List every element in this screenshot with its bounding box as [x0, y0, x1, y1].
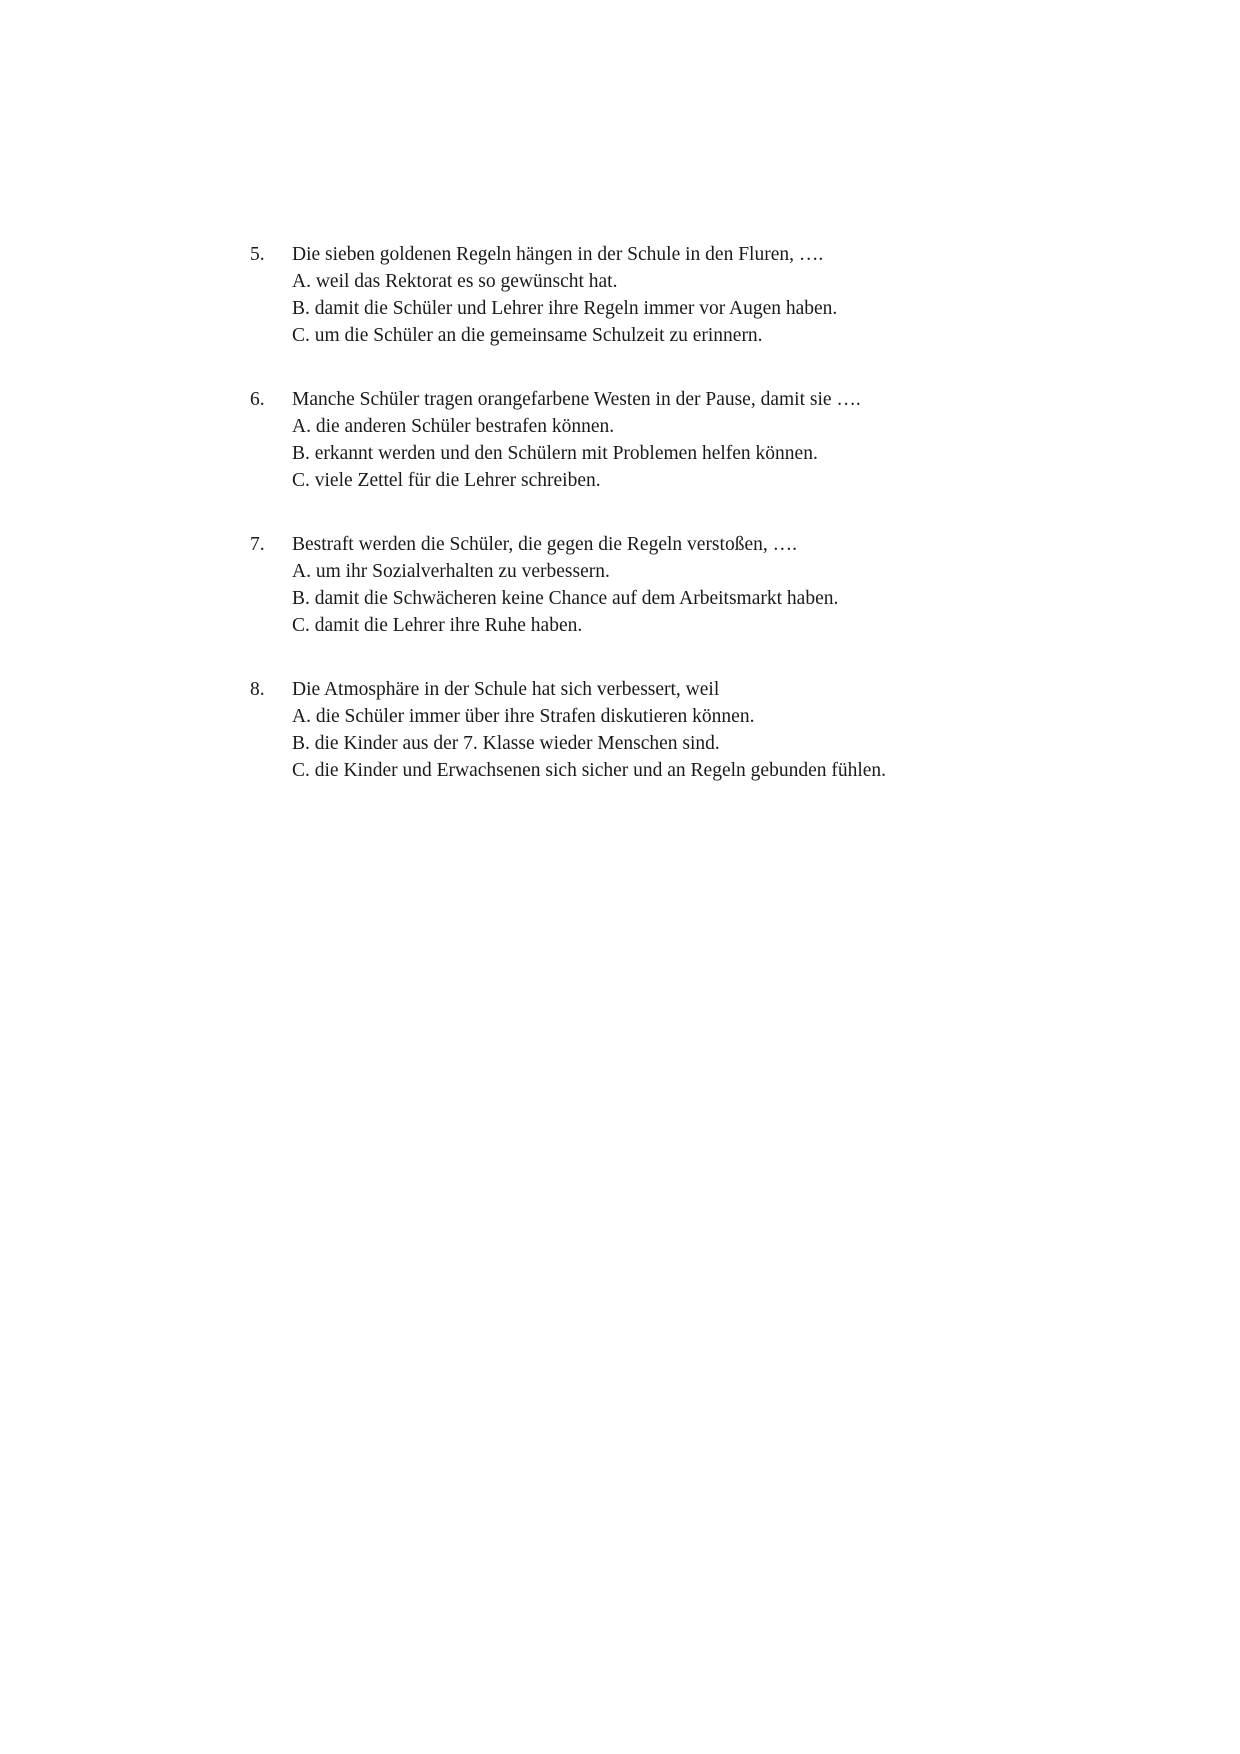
option-a: A. weil das Rektorat es so gewünscht hat. — [292, 271, 618, 292]
question-number: 6. — [250, 389, 265, 410]
option-list — [250, 558, 1010, 639]
option-a: A. um ihr Sozialverhalten zu verbessern. — [292, 561, 610, 582]
option-c: C. damit die Lehrer ihre Ruhe haben. — [292, 615, 583, 636]
question-number: 5. — [250, 244, 265, 265]
option-c: C. um die Schüler an die gemeinsame Schulzeit zu erinnern. — [292, 325, 763, 346]
question-7 — [250, 531, 1010, 639]
question-8 — [250, 676, 1010, 784]
question-stem: Bestraft werden die Schüler, die gegen die Regeln verstoßen, …. — [292, 534, 797, 555]
question-6 — [250, 386, 1010, 494]
question-stem: Die Atmosphäre in der Schule hat sich verbessert, weil — [292, 679, 720, 700]
option-list — [250, 703, 1010, 784]
question-header — [250, 531, 1010, 558]
option-c: C. viele Zettel für die Lehrer schreiben. — [292, 470, 601, 491]
option-list — [250, 268, 1010, 349]
question-stem: Die sieben goldenen Regeln hängen in der Schule in den Fluren, …. — [292, 244, 824, 265]
option-b: B. damit die Schüler und Lehrer ihre Regeln immer vor Augen haben. — [292, 298, 838, 319]
question-number: 8. — [250, 679, 265, 700]
option-list — [250, 413, 1010, 494]
question-list — [250, 241, 1010, 821]
question-header — [250, 676, 1010, 703]
question-stem: Manche Schüler tragen orangefarbene Westen in der Pause, damit sie …. — [292, 389, 861, 410]
option-a: A. die Schüler immer über ihre Strafen diskutieren können. — [292, 706, 755, 727]
option-c: C. die Kinder und Erwachsenen sich sicher und an Regeln gebunden fühlen. — [292, 760, 887, 781]
question-header — [250, 386, 1010, 413]
question-number: 7. — [250, 534, 265, 555]
option-b: B. erkannt werden und den Schülern mit Problemen helfen können. — [292, 443, 818, 464]
option-a: A. die anderen Schüler bestrafen können. — [292, 416, 615, 437]
option-b: B. damit die Schwächeren keine Chance auf dem Arbeitsmarkt haben. — [292, 588, 839, 609]
question-5 — [250, 241, 1010, 349]
option-b: B. die Kinder aus der 7. Klasse wieder Menschen sind. — [292, 733, 720, 754]
question-header — [250, 241, 1010, 268]
